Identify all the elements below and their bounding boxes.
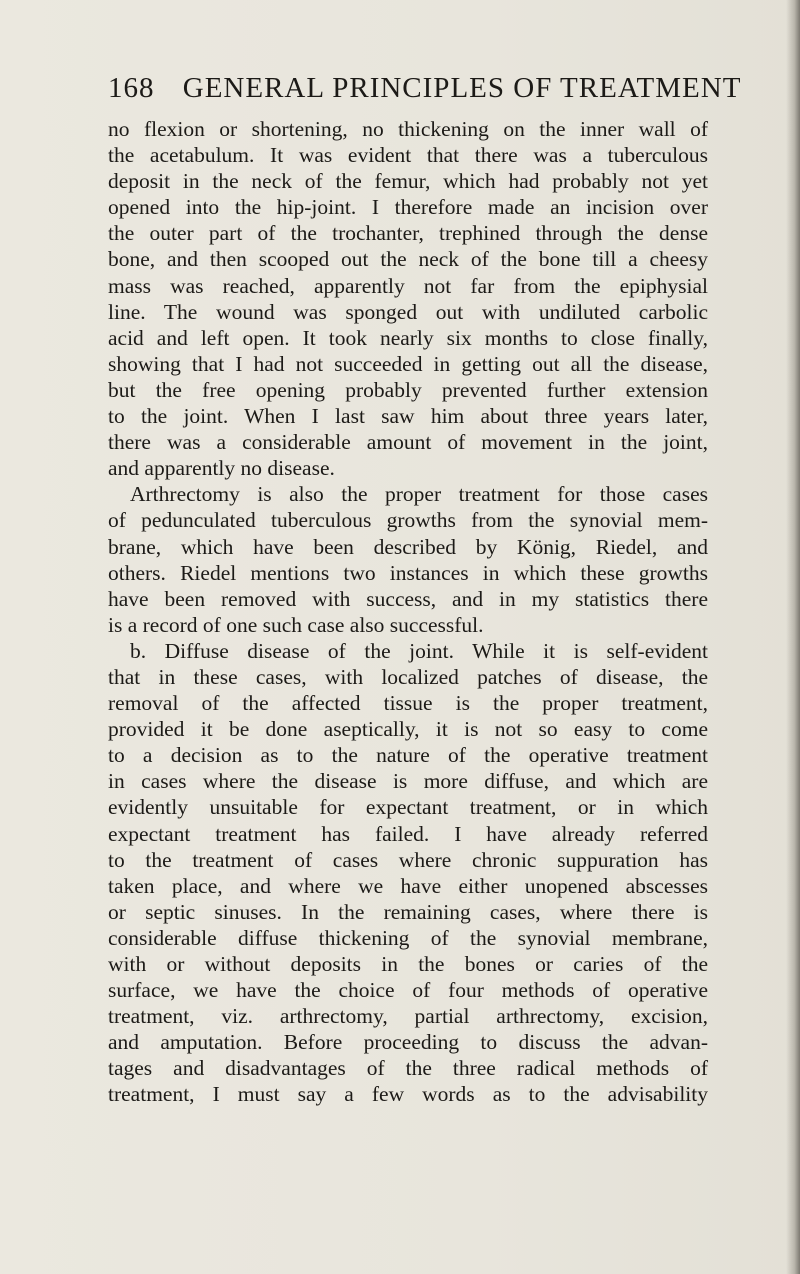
text-line: evidently unsuitable for expectant treatment, or in which xyxy=(108,795,708,820)
text-line: have been removed with success, and in my statistics there xyxy=(108,586,708,611)
paragraph-start-line: Arthrectomy is also the proper treatment for those cases xyxy=(130,482,708,507)
text-line: treatment, I must say a few words as to the advisability xyxy=(108,1082,708,1107)
text-line: and apparently no disease. xyxy=(108,456,335,481)
text-line: no flexion or shortening, no thickening on the inner wall of xyxy=(108,117,708,141)
text-line: expectant treatment has failed. I have already referred xyxy=(108,821,708,846)
text-line: removal of the affected tissue is the proper treatment, xyxy=(108,691,708,716)
text-line: bone, and then scooped out the neck of the bone till a cheesy xyxy=(108,247,708,272)
text-line: that in these cases, with localized patches of disease, the xyxy=(108,664,708,689)
body-text xyxy=(108,116,748,1108)
text-line: the acetabulum. It was evident that there was a tuberculous xyxy=(108,143,708,168)
text-line: deposit in the neck of the femur, which had probably not yet xyxy=(108,169,708,194)
page-edge-shadow xyxy=(786,0,800,1274)
text-line: to a decision as to the nature of the operative treatment xyxy=(108,743,708,768)
text-line: and amputation. Before proceeding to discuss the advan- xyxy=(108,1030,708,1055)
text-line: in cases where the disease is more diffuse, and which are xyxy=(108,769,708,794)
text-line: considerable diffuse thickening of the synovial membrane, xyxy=(108,925,708,950)
text-line: or septic sinuses. In the remaining cases, where there is xyxy=(108,899,708,924)
text-line: showing that I had not succeeded in getting out all the disease, xyxy=(108,351,708,376)
text-line: taken place, and where we have either unopened abscesses xyxy=(108,873,708,898)
text-line: to the joint. When I last saw him about three years later, xyxy=(108,404,708,429)
page-header xyxy=(108,72,742,116)
text-line: provided it be done aseptically, it is not so easy to come xyxy=(108,717,708,742)
text-line: to the treatment of cases where chronic suppuration has xyxy=(108,847,708,872)
text-line: there was a considerable amount of movement in the joint, xyxy=(108,430,708,455)
text-line: opened into the hip-joint. I therefore made an incision over xyxy=(108,195,708,220)
running-head: GENERAL PRINCIPLES OF TREATMENT xyxy=(182,72,742,104)
page-number: 168 xyxy=(108,72,155,104)
text-line: is a record of one such case also successful. xyxy=(108,612,484,637)
paragraph-start-line: b. Diffuse disease of the joint. While it is self-evident xyxy=(130,638,708,663)
text-line: line. The wound was sponged out with undiluted carbolic xyxy=(108,299,708,324)
text-line: of pedunculated tuberculous growths from the synovial mem- xyxy=(108,508,708,533)
text-line: with or without deposits in the bones or caries of the xyxy=(108,952,708,976)
text-line: acid and left open. It took nearly six months to close finally, xyxy=(108,325,708,350)
text-line: brane, which have been described by König, Riedel, and xyxy=(108,534,708,559)
text-line: surface, we have the choice of four methods of operative xyxy=(108,978,708,1003)
text-line: mass was reached, apparently not far from the epiphysial xyxy=(108,273,708,298)
text-line: tages and disadvantages of the three radical methods of xyxy=(108,1056,708,1081)
text-line: the outer part of the trochanter, trephined through the dense xyxy=(108,221,708,246)
text-line: others. Riedel mentions two instances in which these growths xyxy=(108,560,708,585)
text-line: treatment, viz. arthrectomy, partial arthrectomy, excision, xyxy=(108,1004,708,1029)
text-line: but the free opening probably prevented further extension xyxy=(108,377,708,402)
